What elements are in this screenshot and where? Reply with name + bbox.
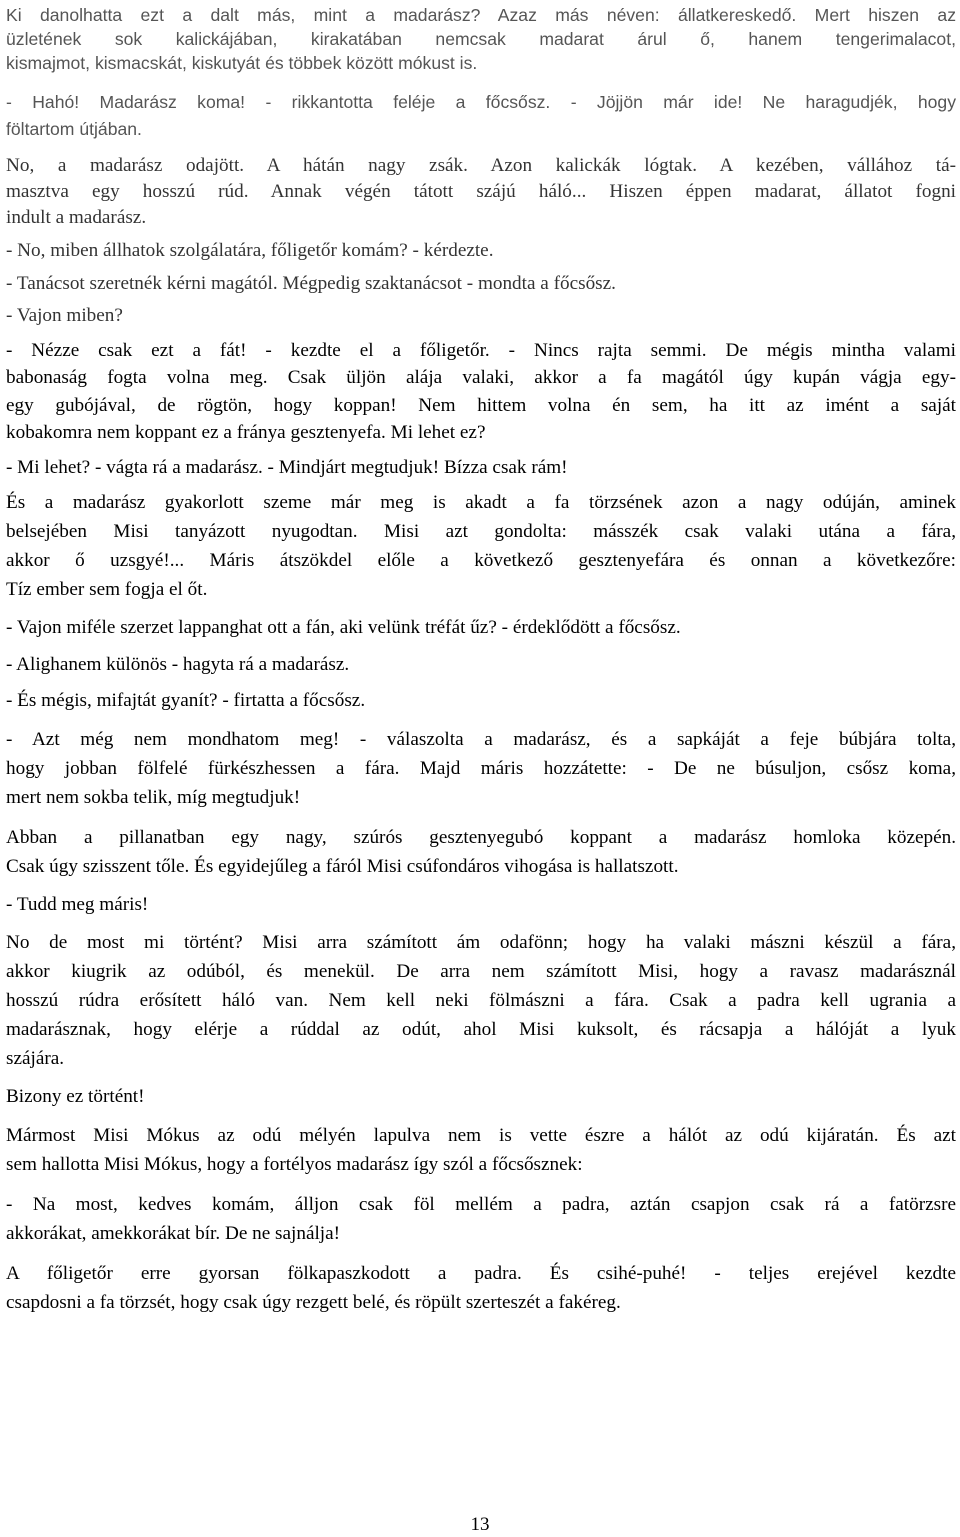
text-line: - Azt még nem mondhatom meg! - válaszolta a madarász, és a sapkáját a feje búbjára tolta, xyxy=(6,728,956,750)
text-line: - Mi lehet? - vágta rá a madarász. - Mindjárt megtudjuk! Bízza csak rám! xyxy=(6,456,568,478)
text-line: És a madarász gyakorlott szeme már meg is akadt a fa törzsének azon a nagy odúján, aminek xyxy=(6,492,956,513)
paragraph-16 xyxy=(6,928,956,1073)
paragraph-7 xyxy=(6,337,956,447)
text-line: - És mégis, mifajtát gyanít? - firtatta a főcsősz. xyxy=(6,690,366,711)
paragraph-19 xyxy=(6,1190,956,1248)
paragraph-6 xyxy=(6,303,956,329)
text-line: - Hahó! Madarász koma! - rikkantotta feléje a főcsősz. - Jöjjön már ide! Ne haragudjék, hogy xyxy=(6,92,956,112)
paragraph-2 xyxy=(6,89,956,143)
text-line: No, a madarász odajött. A hátán nagy zsák. Azon kalickák lógtak. A kezében, vállához tá- xyxy=(6,155,956,176)
text-line: egy gubójával, de rögtön, hogy koppan! Nem hittem volna én sem, ha itt az imént a saját xyxy=(6,394,956,416)
text-line: üzletének sok kalickájában, kirakatában nemcsak madarat árul ő, hanem tengerimalacot, xyxy=(6,29,956,49)
text-line: Tíz ember sem fogja el őt. xyxy=(6,579,208,600)
text-line: hogy jobban fölfelé fürkészhessen a fára. Majd máris hozzátette: - De ne búsuljon, csősz koma, xyxy=(6,757,956,779)
text-line: - Vajon miféle szerzet lappanghat ott a fán, aki velünk tréfát űz? - érdeklődött a főcsősz. xyxy=(6,617,681,638)
paragraph-9 xyxy=(6,488,956,604)
paragraph-8 xyxy=(6,455,956,481)
text-line: madarásznak, hogy elérje a rúddal az odút, ahol Misi kuksolt, és rácsapja a hálóját a lyuk xyxy=(6,1019,956,1040)
text-line: akkorákat, amekkorákat bír. De ne sajnálja! xyxy=(6,1222,341,1244)
text-line: - Alighanem különös - hagyta rá a madarász. xyxy=(6,653,350,675)
text-line: - Tanácsot szeretnék kérni magától. Mégpedig szaktanácsot - mondta a főcsősz. xyxy=(6,272,616,294)
paragraph-11 xyxy=(6,652,956,678)
text-line: Ki danolhatta ezt a dalt más, mint a madarász? Azaz más néven: állatkereskedő. Mert hiszen az xyxy=(6,5,956,25)
text-line: akkor kiugrik az odúból, és menekül. De arra nem számított Misi, hogy a ravasz madarásznál xyxy=(6,961,956,982)
paragraph-12 xyxy=(6,688,956,714)
text-line: mert nem sokba telik, míg megtudjuk! xyxy=(6,786,301,808)
paragraph-10 xyxy=(6,615,956,641)
text-line: sem hallotta Misi Mókus, hogy a fortélyos madarász így szól a főcsősznek: xyxy=(6,1153,583,1175)
paragraph-5 xyxy=(6,271,956,297)
paragraph-15 xyxy=(6,892,956,918)
text-line: A főligetőr erre gyorsan fölkapaszkodott a padra. És csihé-puhé! - teljes erejével kezdte xyxy=(6,1262,956,1284)
text-line: - Tudd meg máris! xyxy=(6,893,149,915)
text-line: hosszú rúdra erősített háló van. Nem kell neki fölmászni a fára. Csak a padra kell ugrania a xyxy=(6,990,956,1011)
paragraph-4 xyxy=(6,238,956,264)
paragraph-17 xyxy=(6,1084,956,1110)
text-line: kobakomra nem koppant ez a fránya gesztenyefa. Mi lehet ez? xyxy=(6,422,486,443)
text-line: belsejében Misi tanyázott nyugodtan. Misi azt gondolta: másszék csak valaki utána a fára, xyxy=(6,521,956,542)
text-line: Abban a pillanatban egy nagy, szúrós gesztenyegubó koppant a madarász homloka közepén. xyxy=(6,826,956,848)
text-line: szájára. xyxy=(6,1048,65,1069)
text-line: No de most mi történt? Misi arra számított ám odafönn; hogy ha valaki mászni készül a fára, xyxy=(6,932,956,953)
text-line: - Nézze csak ezt a fát! - kezdte el a főligetőr. - Nincs rajta semmi. De mégis mintha valami xyxy=(6,339,956,361)
paragraph-20 xyxy=(6,1259,956,1317)
text-line: Csak úgy szisszent tőle. És egyidejűleg a fáról Misi csúfondáros vihogása is hallatszott. xyxy=(6,855,679,877)
text-line: csapdosni a fa törzsét, hogy csak úgy rezgett belé, és röpült szerteszét a fakéreg. xyxy=(6,1291,621,1313)
text-line: kismajmot, kismacskát, kiskutyát és többek között mókust is. xyxy=(6,53,478,73)
text-line: föltartom útjában. xyxy=(6,119,142,139)
paragraph-13 xyxy=(6,725,956,812)
text-line: Mármost Misi Mókus az odú mélyén lapulva nem is vette észre a hálót az odú kijáratán. És azt xyxy=(6,1124,956,1146)
paragraph-18 xyxy=(6,1121,956,1179)
text-line: - Na most, kedves komám, álljon csak föl mellém a padra, aztán csapjon csak rá a fatörzsre xyxy=(6,1193,956,1215)
text-line: - Vajon miben? xyxy=(6,305,123,326)
text-line: Bizony ez történt! xyxy=(6,1086,145,1107)
paragraph-3 xyxy=(6,153,956,231)
paragraph-14 xyxy=(6,823,956,881)
text-line: akkor ő uzsgyé!... Máris átszökdel előle a következő gesztenyefára és onnan a következőre: xyxy=(6,550,956,571)
text-line: indult a madarász. xyxy=(6,207,147,228)
page-number: 13 xyxy=(470,1514,490,1535)
paragraph-1 xyxy=(6,3,956,75)
text-line: masztva egy hosszú rúd. Annak végén tátott szájú háló... Hiszen éppen madarat, állatot fogni xyxy=(6,181,956,202)
text-line: - No, miben állhatok szolgálatára, főligetőr komám? - kérdezte. xyxy=(6,240,494,261)
text-line: babonaság fogta volna meg. Csak üljön alája valaki, akkor a fa magától úgy kupán vágja egy- xyxy=(6,367,956,388)
document-page xyxy=(6,0,956,1317)
